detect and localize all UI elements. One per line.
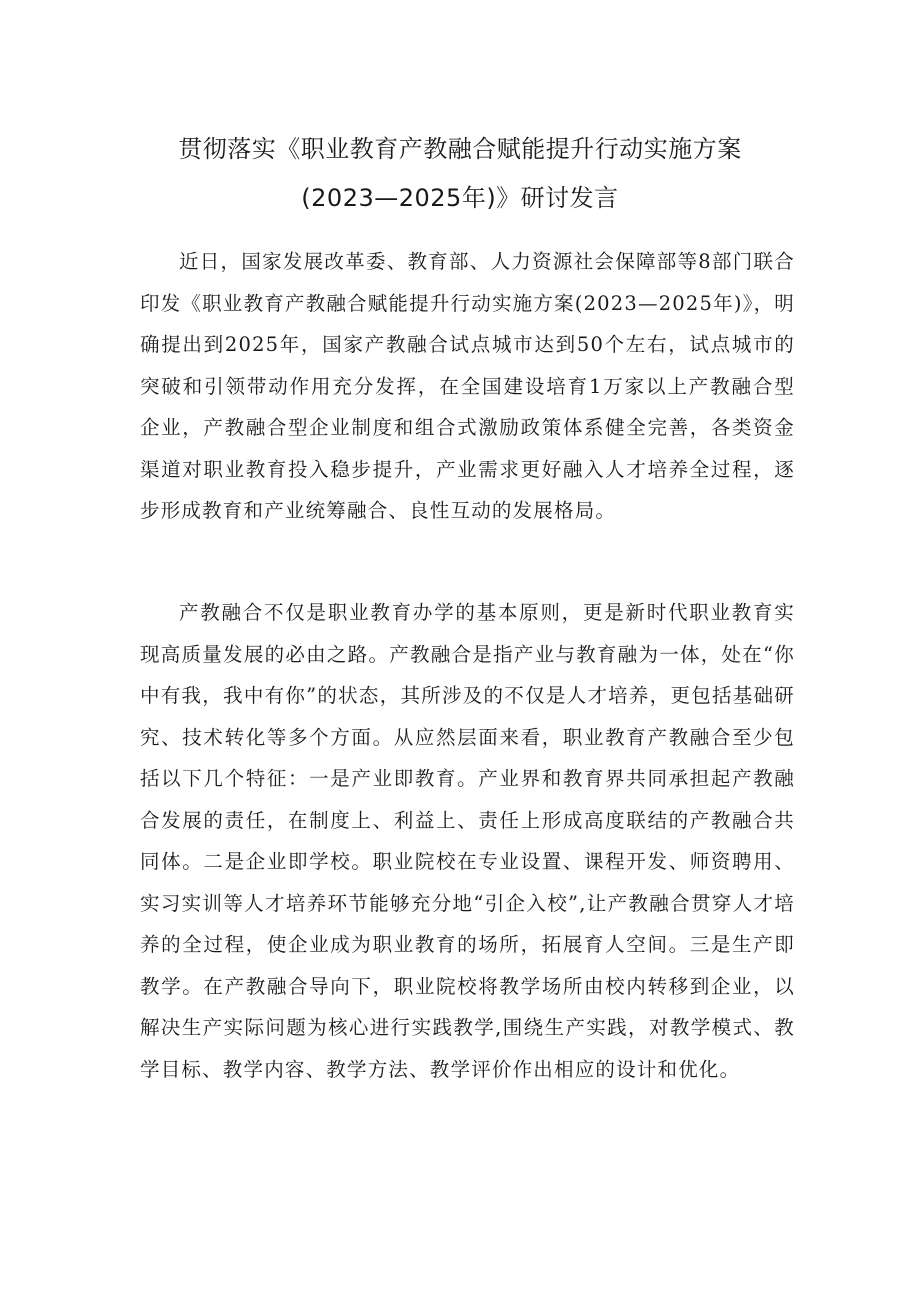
document-title-line-2: (2023—2025年)》研讨发言 bbox=[301, 184, 619, 212]
paragraph-2: 产教融合不仅是职业教育办学的基本原则，更是新时代职业教育实现高质量发展的必由之路。产教融合是指产业与教育融为一体，处在“你中有我，我中有你”的状态，其所涉及的不仅是人才培养，更包括基础研究、技术转化等多个方面。从应然层面来看，职业教育产教融合至少包括以下几个特征：一是产业即教育。产业界和教育界共同承担起产教融合发展的责任，在制度上、利益上、责任上形成高度联结的产教融合共同体。二是企业即学校。职业院校在专业设置、课程开发、师资聘用、实习实训等人才培养环节能够充分地“引企入校”,让产教融合贯穿人才培养的全过程，使企业成为职业教育的场所，拓展育人空间。三是生产即教学。在产教融合导向下，职业院校将教学场所由校内转移到企业，以解决生产实际问题为核心进行实践教学,围绕生产实践，对教学模式、教学目标、教学内容、教学方法、教学评价作出相应的设计和优化。 bbox=[140, 601, 795, 1081]
paragraph-1: 近日，国家发展改革委、教育部、人力资源社会保障部等8部门联合印发《职业教育产教融合赋能提升行动实施方案(2023—2025年)》，明确提出到2025年，国家产教融合试点城市达到50个左右，试点城市的突破和引领带动作用充分发挥，在全国建设培育1万家以上产教融合型企业，产教融合型企业制度和组合式激励政策体系健全完善，各类资金渠道对职业教育投入稳步提升，产业需求更好融入人才培养全过程，逐步形成教育和产业统筹融合、良性互动的发展格局。 bbox=[140, 250, 795, 522]
document-title-line-1: 贯彻落实《职业教育产教融合赋能提升行动实施方案 bbox=[178, 135, 742, 163]
